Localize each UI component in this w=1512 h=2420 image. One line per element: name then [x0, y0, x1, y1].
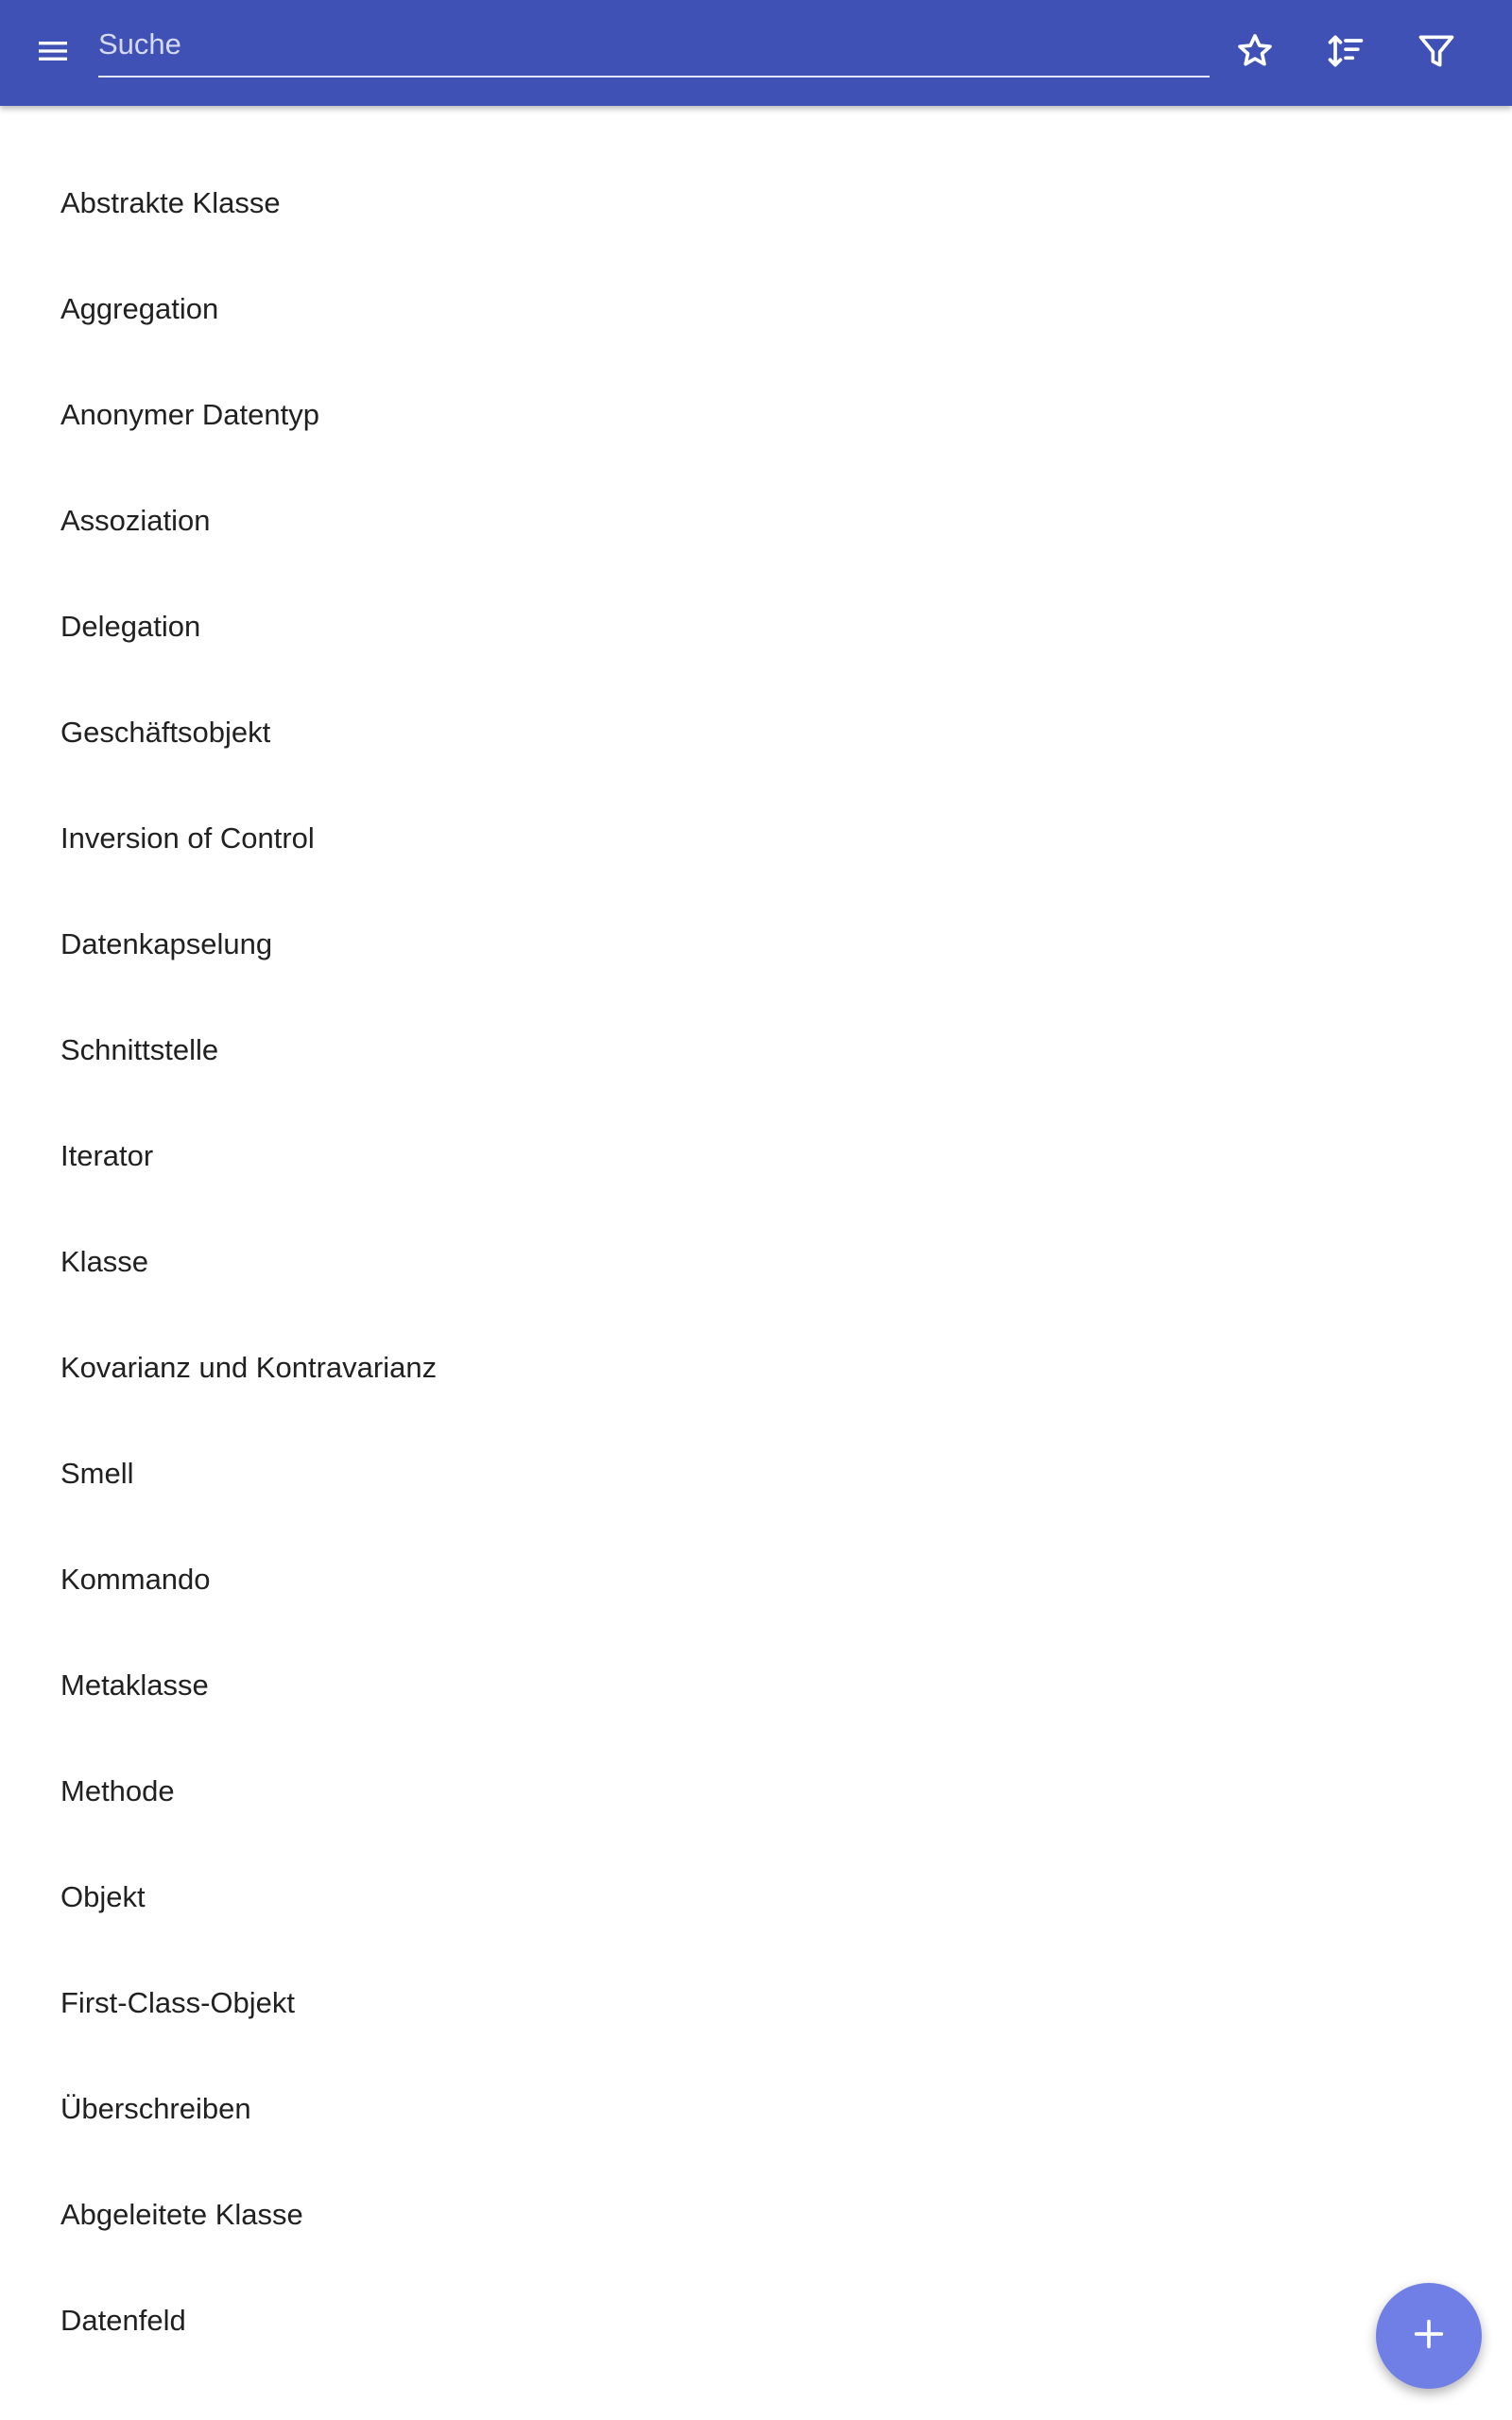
list-item[interactable]: Geschäftsobjekt [60, 716, 271, 749]
app-bar [0, 0, 1512, 106]
list-item[interactable]: Kovarianz und Kontravarianz [60, 1351, 438, 1384]
search-field [98, 17, 1210, 78]
list-item[interactable]: Assoziation [60, 504, 211, 537]
menu-icon [34, 32, 72, 75]
menu-button[interactable] [23, 23, 83, 83]
sort-button[interactable] [1315, 23, 1376, 83]
list-item[interactable]: Methode [60, 1774, 175, 1807]
filter-icon [1416, 30, 1457, 77]
term-list [0, 106, 1512, 2374]
list-item[interactable]: First-Class-Objekt [60, 1986, 296, 2019]
sort-icon [1325, 30, 1366, 77]
favorite-button[interactable] [1225, 23, 1285, 83]
list-item[interactable]: Abstrakte Klasse [60, 186, 281, 219]
list-item[interactable]: Schnittstelle [60, 1033, 219, 1066]
list-item[interactable]: Klasse [60, 1245, 149, 1278]
list-item[interactable]: Datenfeld [60, 2304, 186, 2337]
list-item[interactable]: Objekt [60, 1880, 146, 1913]
list-item[interactable]: Smell [60, 1457, 134, 1490]
list-item[interactable]: Metaklasse [60, 1668, 209, 1702]
list-item[interactable]: Delegation [60, 610, 201, 643]
list-item[interactable]: Überschreiben [60, 2092, 251, 2125]
list-item[interactable]: Kommando [60, 1563, 211, 1596]
list-item[interactable]: Datenkapselung [60, 927, 273, 960]
search-input[interactable] [98, 17, 1210, 72]
star-outline-icon [1234, 30, 1276, 77]
filter-button[interactable] [1406, 23, 1467, 83]
add-button[interactable] [1376, 2283, 1482, 2389]
plus-icon [1410, 2315, 1448, 2358]
list-item[interactable]: Abgeleitete Klasse [60, 2198, 303, 2231]
list-item[interactable]: Anonymer Datentyp [60, 398, 319, 431]
list-item[interactable]: Aggregation [60, 292, 219, 325]
list-item[interactable]: Iterator [60, 1139, 154, 1172]
list-item[interactable]: Inversion of Control [60, 821, 315, 855]
